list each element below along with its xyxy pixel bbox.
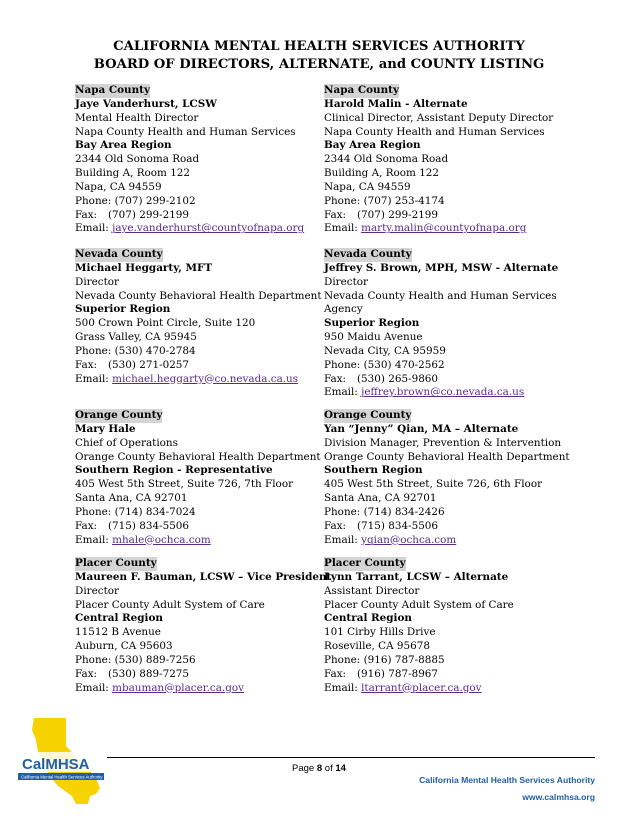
fax-row xyxy=(324,209,574,223)
person-name: Jaye Vanderhurst, LCSW xyxy=(75,97,217,110)
entry-nevada-alternate xyxy=(324,248,574,400)
person-title: Assistant Director xyxy=(324,584,420,597)
organization: Orange County Behavioral Health Department xyxy=(324,450,570,463)
person-name: Jeffrey S. Brown, MPH, MSW - Alternate xyxy=(324,261,559,274)
phone-row xyxy=(75,195,325,209)
phone-label: Phone: xyxy=(75,344,112,357)
phone-row xyxy=(75,345,325,359)
region: Southern Region - Representative xyxy=(75,464,273,477)
city-state-zip: Nevada City, CA 95959 xyxy=(324,344,446,357)
fax-value: (530) 271-0257 xyxy=(108,358,190,371)
email-link[interactable]: mbauman@placer.ca.gov xyxy=(112,681,244,694)
fax-value: (530) 889-7275 xyxy=(108,667,190,680)
person-title: Clinical Director, Assistant Deputy Director xyxy=(324,111,554,124)
county-heading: Orange County xyxy=(75,409,163,421)
fax-value: (707) 299-2199 xyxy=(108,208,190,221)
phone-label: Phone: xyxy=(75,653,112,666)
logo-wordmark: CalMHSA xyxy=(22,756,90,773)
organization: Napa County Health and Human Services xyxy=(324,125,545,138)
email-label: Email: xyxy=(324,681,358,694)
city-state-zip: Auburn, CA 95603 xyxy=(75,640,173,653)
person-name: Maureen F. Bauman, LCSW – Vice President xyxy=(75,570,332,583)
phone-value: (714) 834-2426 xyxy=(363,505,445,518)
fax-label: Fax: xyxy=(75,358,98,371)
region: Southern Region xyxy=(324,464,423,477)
address-line-1: 2344 Old Sonoma Road xyxy=(75,153,200,166)
page-current: 8 xyxy=(316,763,323,774)
region: Bay Area Region xyxy=(75,139,172,152)
fax-label: Fax: xyxy=(324,667,347,680)
logo-subtitle: California Mental Health Services Authority xyxy=(21,774,103,780)
entry-placer-alternate xyxy=(324,557,574,695)
fax-row xyxy=(75,209,325,223)
phone-row xyxy=(324,654,574,668)
city-state-zip: Roseville, CA 95678 xyxy=(324,640,430,653)
address-line-1: 11512 B Avenue xyxy=(75,626,161,639)
fax-label: Fax: xyxy=(75,519,98,532)
fax-row xyxy=(324,668,574,682)
email-link[interactable]: jeffrey.brown@co.nevada.ca.us xyxy=(361,386,525,399)
fax-value: (715) 834-5506 xyxy=(108,519,190,532)
phone-value: (530) 470-2784 xyxy=(114,344,196,357)
phone-row xyxy=(324,506,574,520)
fax-label: Fax: xyxy=(324,372,347,385)
phone-value: (707) 299-2102 xyxy=(114,194,196,207)
email-label: Email: xyxy=(324,533,358,546)
page-of: of xyxy=(324,763,333,774)
entry-placer-director xyxy=(75,557,332,695)
phone-row xyxy=(324,195,574,209)
county-heading: Orange County xyxy=(324,409,412,421)
city-state-zip: Napa, CA 94559 xyxy=(75,180,162,193)
page-prefix: Page xyxy=(292,763,315,774)
phone-row xyxy=(324,359,574,373)
county-heading: Nevada County xyxy=(324,248,412,260)
fax-label: Fax: xyxy=(75,667,98,680)
email-row xyxy=(324,682,574,696)
organization: Napa County Health and Human Services xyxy=(75,125,296,138)
city-state-zip: Santa Ana, CA 92701 xyxy=(324,492,437,505)
address-line-1: 405 West 5th Street, Suite 726, 7th Floor xyxy=(75,478,294,491)
address-line-1: 101 Cirby Hills Drive xyxy=(324,626,436,639)
phone-row xyxy=(75,506,325,520)
header-subtitle: BOARD OF DIRECTORS, ALTERNATE, and COUNTY LISTING xyxy=(93,57,545,72)
phone-value: (714) 834-7024 xyxy=(114,505,196,518)
phone-label: Phone: xyxy=(324,505,361,518)
person-name: Lynn Tarrant, LCSW – Alternate xyxy=(324,570,509,583)
email-link[interactable]: jaye.vanderhurst@countyofnapa.org xyxy=(112,222,305,235)
phone-label: Phone: xyxy=(324,358,361,371)
person-name: Michael Heggarty, MFT xyxy=(75,261,213,274)
fax-row xyxy=(75,359,325,373)
email-row xyxy=(75,222,325,236)
person-name: Mary Hale xyxy=(75,422,136,435)
email-label: Email: xyxy=(324,222,358,235)
entry-napa-alternate xyxy=(324,84,574,236)
email-row xyxy=(324,386,574,400)
footer-divider xyxy=(107,757,595,758)
person-name: Yan “Jenny” Qian, MA – Alternate xyxy=(324,422,519,435)
person-name: Harold Malin - Alternate xyxy=(324,97,468,110)
county-heading: Placer County xyxy=(75,557,157,569)
region: Central Region xyxy=(75,612,163,625)
organization: Placer County Adult System of Care xyxy=(75,598,265,611)
phone-label: Phone: xyxy=(324,194,361,207)
region: Central Region xyxy=(324,612,412,625)
phone-value: (916) 787-8885 xyxy=(363,653,445,666)
address-line-2: Building A, Room 122 xyxy=(75,167,191,180)
fax-value: (916) 787-8967 xyxy=(357,667,439,680)
fax-row xyxy=(324,520,574,534)
fax-row xyxy=(324,373,574,387)
email-label: Email: xyxy=(75,372,109,385)
person-title: Director xyxy=(75,275,119,288)
phone-value: (707) 253-4174 xyxy=(363,194,445,207)
phone-value: (530) 470-2562 xyxy=(363,358,445,371)
email-row xyxy=(75,682,325,696)
address-line-1: 405 West 5th Street, Suite 726, 6th Floor xyxy=(324,478,543,491)
region: Bay Area Region xyxy=(324,139,421,152)
person-title: Chief of Operations xyxy=(75,436,178,449)
email-link[interactable]: marty.malin@countyofnapa.org xyxy=(361,222,527,235)
city-state-zip: Grass Valley, CA 95945 xyxy=(75,331,197,344)
organization: Nevada County Behavioral Health Department xyxy=(75,289,322,302)
email-label: Email: xyxy=(324,386,358,399)
phone-value: (530) 889-7256 xyxy=(114,653,196,666)
fax-value: (715) 834-5506 xyxy=(357,519,439,532)
county-heading: Nevada County xyxy=(75,248,163,260)
fax-row xyxy=(75,668,325,682)
city-state-zip: Santa Ana, CA 92701 xyxy=(75,492,188,505)
person-title: Director xyxy=(324,275,368,288)
entry-orange-alternate xyxy=(324,409,574,547)
person-title: Director xyxy=(75,584,119,597)
phone-row xyxy=(75,654,325,668)
address-line-2: Building A, Room 122 xyxy=(324,167,440,180)
fax-label: Fax: xyxy=(324,519,347,532)
address-line-1: 2344 Old Sonoma Road xyxy=(324,153,449,166)
fax-row xyxy=(75,520,325,534)
organization: Placer County Adult System of Care xyxy=(324,598,514,611)
footer-org xyxy=(419,772,595,806)
email-link[interactable]: yqian@ochca.com xyxy=(361,533,457,546)
phone-label: Phone: xyxy=(324,653,361,666)
footer-website[interactable]: www.calmhsa.org xyxy=(522,792,595,802)
address-line-1: 500 Crown Point Circle, Suite 120 xyxy=(75,317,256,330)
entry-orange-director xyxy=(75,409,325,547)
person-title: Mental Health Director xyxy=(75,111,199,124)
page-total: 14 xyxy=(335,763,346,774)
footer-org-name: California Mental Health Services Authority xyxy=(419,775,595,785)
organization: Orange County Behavioral Health Department xyxy=(75,450,321,463)
person-title: Division Manager, Prevention & Intervention xyxy=(324,436,562,449)
fax-value: (530) 265-9860 xyxy=(357,372,439,385)
email-row xyxy=(75,534,325,548)
region: Superior Region xyxy=(75,303,171,316)
email-link[interactable]: michael.heggarty@co.nevada.ca.us xyxy=(112,372,299,385)
phone-label: Phone: xyxy=(75,505,112,518)
page-header xyxy=(0,38,638,74)
california-state-logo-icon xyxy=(14,716,110,808)
email-link[interactable]: ltarrant@placer.ca.gov xyxy=(361,681,482,694)
entry-napa-director xyxy=(75,84,325,236)
city-state-zip: Napa, CA 94559 xyxy=(324,180,411,193)
entry-nevada-director xyxy=(75,248,325,386)
county-heading: Napa County xyxy=(324,84,399,96)
email-label: Email: xyxy=(75,681,109,694)
fax-value: (707) 299-2199 xyxy=(357,208,439,221)
email-label: Email: xyxy=(75,533,109,546)
fax-label: Fax: xyxy=(75,208,98,221)
email-link[interactable]: mhale@ochca.com xyxy=(112,533,211,546)
organization-line-2: Agency xyxy=(324,303,363,316)
organization: Nevada County Health and Human Services xyxy=(324,289,557,302)
email-row xyxy=(75,373,325,387)
region: Superior Region xyxy=(324,317,420,330)
fax-label: Fax: xyxy=(324,208,347,221)
phone-label: Phone: xyxy=(75,194,112,207)
email-row xyxy=(324,534,574,548)
header-title: CALIFORNIA MENTAL HEALTH SERVICES AUTHORITY xyxy=(113,39,525,54)
county-heading: Placer County xyxy=(324,557,406,569)
email-label: Email: xyxy=(75,222,109,235)
address-line-1: 950 Maidu Avenue xyxy=(324,331,423,344)
email-row xyxy=(324,222,574,236)
county-heading: Napa County xyxy=(75,84,150,96)
